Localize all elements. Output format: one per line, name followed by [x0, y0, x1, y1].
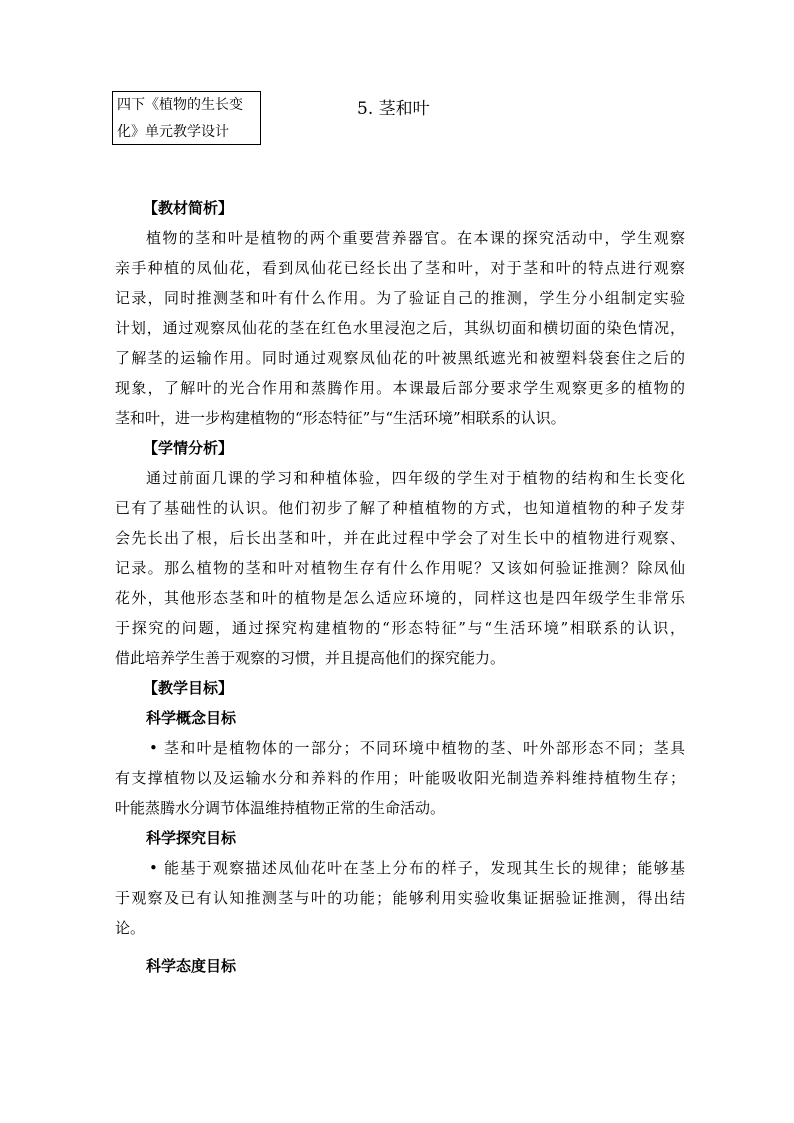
section-heading-goals: 【教学目标】 [143, 679, 234, 697]
paragraph-line: 有支撑植物以及运输水分和养料的作用；叶能吸收阳光制造养料维持植物生存； [115, 769, 685, 787]
subheading-concept-goal: 科学概念目标 [146, 709, 237, 727]
paragraph-line: 于观察及已有认知推测茎与叶的功能；能够利用实验收集证据验证推测，得出结 [115, 889, 685, 907]
subheading-attitude-goal: 科学态度目标 [146, 957, 237, 975]
paragraph-line: 记录，同时推测茎和叶有什么作用。为了验证自己的推测，学生分小组制定实验 [115, 289, 685, 307]
unit-label-box [112, 91, 261, 145]
paragraph-line: 已有了基础性的认识。他们初步了解了种植植物的方式，也知道植物的种子发芽 [115, 499, 685, 517]
paragraph-line: 记录。那么植物的茎和叶对植物生存有什么作用呢？又该如何验证推测？除凤仙 [115, 559, 685, 577]
paragraph-line: 植物的茎和叶是植物的两个重要营养器官。在本课的探究活动中，学生观察 [146, 229, 685, 247]
unit-label-line-1: 四下《植物的生长变 [117, 97, 243, 113]
paragraph-line: 会先长出了根，后长出茎和叶，并在此过程中学会了对生长中的植物进行观察、 [115, 529, 685, 547]
document-body [115, 193, 685, 981]
paragraph-line: 茎和叶，进一步构建植物的“形态特征”与“生活环境”相联系的认识。 [115, 409, 566, 427]
paragraph-line: 借此培养学生善于观察的习惯，并且提高他们的探究能力。 [115, 649, 506, 667]
paragraph-line: 花外，其他形态茎和叶的植物是怎么适应环境的，同样这也是四年级学生非常乐 [115, 589, 685, 607]
paragraph-line: • 茎和叶是植物体的一部分；不同环境中植物的茎、叶外部形态不同；茎具 [149, 739, 685, 757]
paragraph-line: • 能基于观察描述凤仙花叶在茎上分布的样子，发现其生长的规律；能够基 [149, 859, 685, 877]
paragraph-line: 论。 [115, 919, 146, 937]
section-heading-students: 【学情分析】 [143, 439, 234, 457]
paragraph-line: 了解茎的运输作用。同时通过观察凤仙花的叶被黑纸遮光和被塑料袋套住之后的 [115, 349, 685, 367]
paragraph-line: 现象，了解叶的光合作用和蒸腾作用。本课最后部分要求学生观察更多的植物的 [115, 379, 685, 397]
lesson-title: 5. 茎和叶 [357, 99, 430, 119]
paragraph-line: 亲手种植的凤仙花，看到凤仙花已经长出了茎和叶，对于茎和叶的特点进行观察 [115, 259, 685, 277]
subheading-inquiry-goal: 科学探究目标 [146, 829, 237, 847]
paragraph-line: 计划，通过观察凤仙花的茎在红色水里浸泡之后，其纵切面和横切面的染色情况， [115, 319, 685, 337]
paragraph-line: 通过前面几课的学习和种植体验，四年级的学生对于植物的结构和生长变化 [146, 469, 685, 487]
paragraph-line: 于探究的问题，通过探究构建植物的“形态特征”与“生活环境”相联系的认识， [115, 619, 685, 637]
section-heading-textbook: 【教材简析】 [143, 199, 234, 217]
paragraph-line: 叶能蒸腾水分调节体温维持植物正常的生命活动。 [115, 799, 446, 817]
unit-label-line-2: 化》单元教学设计 [117, 124, 229, 140]
